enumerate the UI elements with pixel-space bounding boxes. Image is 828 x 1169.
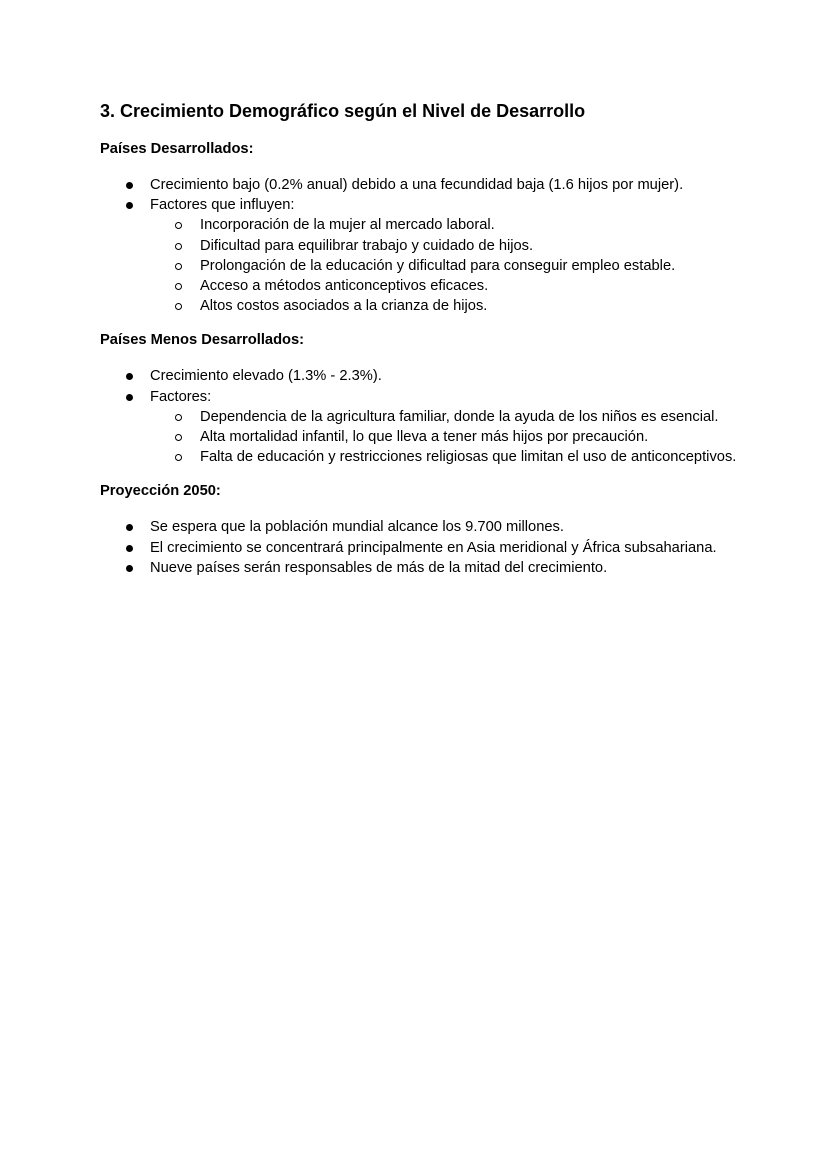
sublist-item-text: Incorporación de la mujer al mercado laboral. <box>200 217 495 234</box>
list-item <box>100 387 740 468</box>
filled-bullet-icon <box>126 565 133 572</box>
filled-bullet-icon <box>126 182 133 189</box>
filled-bullet-icon <box>126 524 133 531</box>
filled-bullet-icon <box>126 545 133 552</box>
sublist-item-text: Prolongación de la educación y dificultad para conseguir empleo estable. <box>200 257 676 274</box>
sublist-item-text: Altos costos asociados a la crianza de hijos. <box>200 298 488 315</box>
sublist-item-text: Dependencia de la agricultura familiar, donde la ayuda de los niños es esencial. <box>200 408 719 425</box>
list-item-text: El crecimiento se concentrará principalmente en Asia meridional y África subsahariana. <box>150 539 717 556</box>
list-item-text: Factores que influyen: <box>150 197 295 214</box>
section-heading-projection: Proyección 2050: <box>100 483 221 500</box>
less-developed-list <box>100 366 740 467</box>
list-item <box>100 366 740 386</box>
sublist-item-text: Alta mortalidad infantil, lo que lleva a tener más hijos por precaución. <box>200 429 649 446</box>
page-title: 3. Crecimiento Demográfico según el Nivel de Desarrollo <box>100 101 586 121</box>
sublist-item <box>150 407 740 427</box>
section-heading-less-developed: Países Menos Desarrollados: <box>100 332 305 349</box>
section-heading-developed: Países Desarrollados: <box>100 141 254 157</box>
sublist <box>150 215 740 316</box>
filled-bullet-icon <box>126 394 133 401</box>
hollow-bullet-icon <box>175 414 182 421</box>
sublist-item <box>150 427 740 447</box>
sublist <box>150 407 740 468</box>
list-item-text: Crecimiento elevado (1.3% - 2.3%). <box>150 368 382 385</box>
document-body <box>100 99 740 578</box>
hollow-bullet-icon <box>175 434 182 441</box>
sublist-item <box>150 256 740 276</box>
sublist-item <box>150 276 740 296</box>
sublist-item-text: Dificultad para equilibrar trabajo y cuidado de hijos. <box>200 237 534 254</box>
projection-list <box>100 517 740 578</box>
list-item <box>100 195 740 316</box>
sublist-item <box>150 236 740 256</box>
list-item <box>100 558 740 578</box>
sublist-item-text: Falta de educación y restricciones religiosas que limitan el uso de anticonceptivos. <box>200 449 737 466</box>
list-item <box>100 538 740 558</box>
list-item <box>100 175 740 195</box>
list-item-text: Se espera que la población mundial alcance los 9.700 millones. <box>150 519 564 536</box>
hollow-bullet-icon <box>175 303 182 310</box>
sublist-item-text: Acceso a métodos anticonceptivos eficaces. <box>200 278 489 295</box>
list-item-text: Nueve países serán responsables de más de la mitad del crecimiento. <box>150 559 608 576</box>
hollow-bullet-icon <box>175 263 182 270</box>
hollow-bullet-icon <box>175 243 182 250</box>
filled-bullet-icon <box>126 202 133 209</box>
developed-list <box>100 175 740 316</box>
hollow-bullet-icon <box>175 454 182 461</box>
sublist-item <box>150 215 740 235</box>
list-item-text: Crecimiento bajo (0.2% anual) debido a una fecundidad baja (1.6 hijos por mujer). <box>150 177 684 193</box>
sublist-item <box>150 296 740 316</box>
filled-bullet-icon <box>126 373 133 380</box>
hollow-bullet-icon <box>175 283 182 290</box>
sublist-item <box>150 447 740 467</box>
hollow-bullet-icon <box>175 222 182 229</box>
list-item-text: Factores: <box>150 388 212 405</box>
list-item <box>100 517 740 537</box>
